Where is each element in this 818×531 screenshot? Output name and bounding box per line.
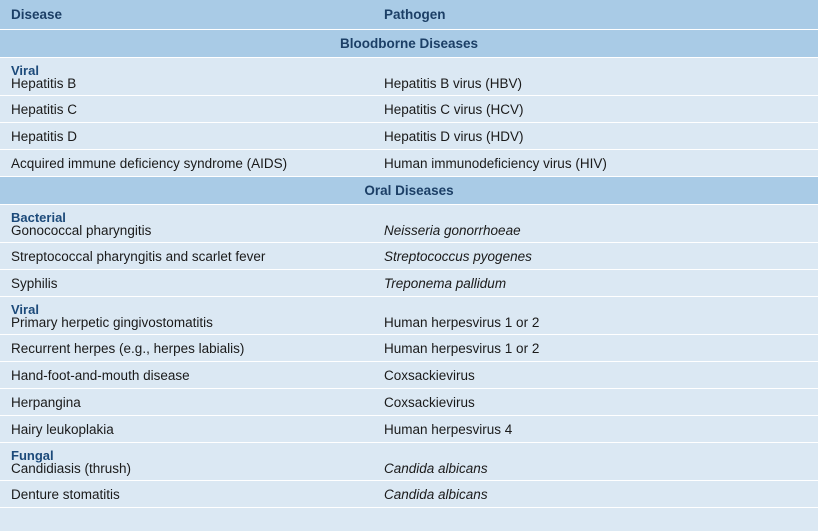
table-row [0,297,818,335]
disease-cell: Hepatitis C [11,102,78,117]
pathogen-cell: Hepatitis B virus (HBV) [384,76,523,91]
table-row [0,205,818,243]
disease-cell: Hand-foot-and-mouth disease [11,368,190,383]
pathogen-cell: Human herpesvirus 1 or 2 [384,341,540,356]
category-label: Bacterial [11,210,66,225]
table-row [0,335,818,362]
pathogen-cell: Neisseria gonorrhoeae [384,223,521,238]
pathogen-cell: Hepatitis D virus (HDV) [384,129,524,144]
section-heading: Bloodborne Diseases [0,30,818,58]
pathogen-cell: Hepatitis C virus (HCV) [384,102,524,117]
section-heading: Oral Diseases [0,177,818,205]
table-row [0,58,818,96]
table-row [0,389,818,416]
pathogen-cell: Treponema pallidum [384,276,507,291]
disease-cell: Hepatitis D [11,129,78,144]
disease-cell: Acquired immune deficiency syndrome (AIDS) [11,156,288,171]
pathogen-cell: Candida albicans [384,487,488,502]
disease-cell: Streptococcal pharyngitis and scarlet fever [11,249,266,264]
table-row [0,123,818,150]
pathogen-cell: Coxsackievirus [384,395,475,410]
table-row [0,270,818,297]
category-label: Viral [11,302,39,317]
pathogen-cell: Human herpesvirus 4 [384,422,513,437]
category-label: Fungal [11,448,54,463]
table-row [0,243,818,270]
pathogen-cell: Coxsackievirus [384,368,475,383]
category-label: Viral [11,63,39,78]
table-row [0,481,818,508]
pathogen-cell: Human immunodeficiency virus (HIV) [384,156,607,171]
disease-cell: Primary herpetic gingivostomatitis [11,315,213,330]
table-row [0,150,818,177]
disease-cell: Hairy leukoplakia [11,422,114,437]
table-row [0,443,818,481]
pathogen-cell: Candida albicans [384,461,488,476]
disease-cell: Candidiasis (thrush) [11,461,132,476]
header-disease: Disease [11,7,63,22]
table-row [0,96,818,123]
table-body [0,30,818,508]
disease-cell: Hepatitis B [11,76,77,91]
table-header [0,0,818,30]
table-row [0,416,818,443]
pathogen-cell: Streptococcus pyogenes [384,249,532,264]
disease-cell: Syphilis [11,276,58,291]
disease-cell: Gonococcal pharyngitis [11,223,152,238]
header-pathogen: Pathogen [384,7,446,22]
disease-cell: Herpangina [11,395,81,410]
disease-cell: Recurrent herpes (e.g., herpes labialis) [11,341,245,356]
table-row [0,362,818,389]
disease-cell: Denture stomatitis [11,487,120,502]
pathogen-cell: Human herpesvirus 1 or 2 [384,315,540,330]
